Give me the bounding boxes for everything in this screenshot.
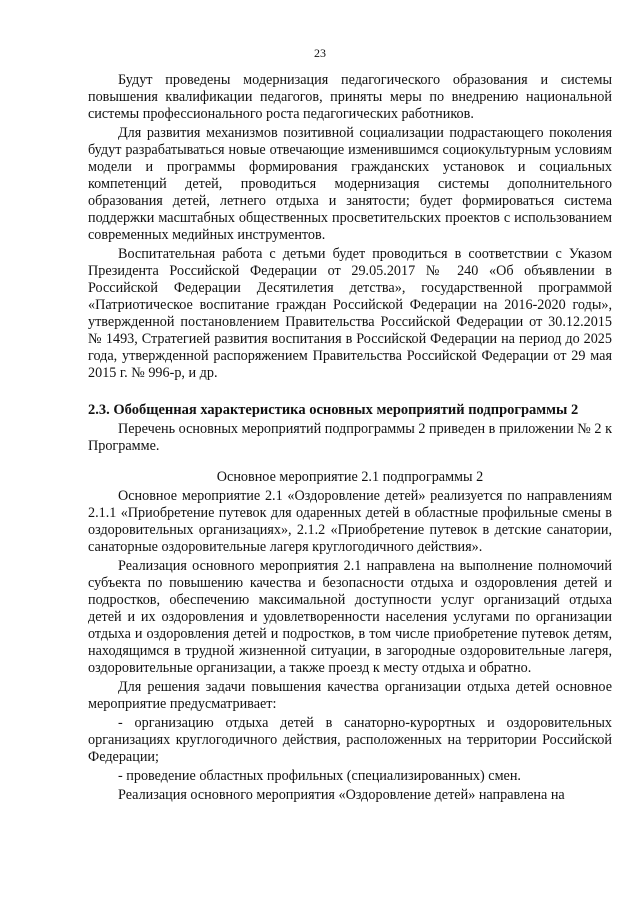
section-heading: 2.3. Обобщенная характеристика основных мероприятий подпрограммы 2 [88,402,579,418]
paragraph: Основное мероприятие 2.1 «Оздоровление детей» реализуется по направлениям 2.1.1 «Приобретение путевок для одаренных детей в областные профильные смены в оздоровительных организациях», 2.1.2 «Приобретение путевок в детские санатории, санаторные оздоровительные лагеря круглогодичного действия». [88,488,612,555]
document-body [88,72,612,804]
page-number: 23 [314,46,326,60]
paragraph: Для решения задачи повышения качества организации отдыха детей основное мероприятие предусматривает: [88,679,612,712]
paragraph: Реализация основного мероприятия «Оздоровление детей» направлена на [118,787,565,803]
list-item: - организацию отдыха детей в санаторно-курортных и оздоровительных организациях круглогодичного действия, расположенных на территории Российской Федерации; [88,715,612,765]
paragraph: Будут проведены модернизация педагогического образования и системы повышения квалификации педагогов, приняты меры по внедрению национальной системы профессионального роста педагогических работников. [88,72,612,122]
paragraph: Для развития механизмов позитивной социализации подрастающего поколения будут разрабатываться новые отвечающие изменившимся социокультурным условиям модели и программы формирования гражданских установок и социальных компетенций детей, проводиться модернизация системы дополнительного образования детей, летнего отдыха и занятости; будет формироваться система поддержки масштабных общественных просветительских проектов с использованием современных медийных инструментов. [88,125,612,243]
paragraph: Воспитательная работа с детьми будет проводиться в соответствии с Указом Президента Российской Федерации от 29.05.2017 № 240 «Об объявлении в Российской Федерации Десятилетия детства», государственной программой «Патриотическое воспитание граждан Российской Федерации на 2016-2020 годы», утвержденной постановлением Правительства Российской Федерации от 30.12.2015 № 1493, Стратегией развития воспитания в Российской Федерации на период до 2025 года, утвержденной распоряжением Правительства Российской Федерации от 29 мая 2015 г. № 996-р, и др. [88,246,612,381]
list-item: - проведение областных профильных (специализированных) смен. [118,768,521,784]
paragraph: Перечень основных мероприятий подпрограммы 2 приведен в приложении № 2 к Программе. [88,421,612,454]
paragraph: Реализация основного мероприятия 2.1 направлена на выполнение полномочий субъекта по повышению качества и безопасности отдыха и оздоровления детей и подростков, обеспечению максимальной доступности услуг организаций отдыха детей и их оздоровления и удовлетворенности населения услугами по организации отдыха и оздоровления детей и подростков, в том числе приобретение путевок детям, находящимся в трудной жизненной ситуации, в загородные оздоровительные лагеря, оздоровительные организации, а также проезд к месту отдыха и обратно. [88,558,612,676]
subsection-heading: Основное мероприятие 2.1 подпрограммы 2 [216,469,484,485]
